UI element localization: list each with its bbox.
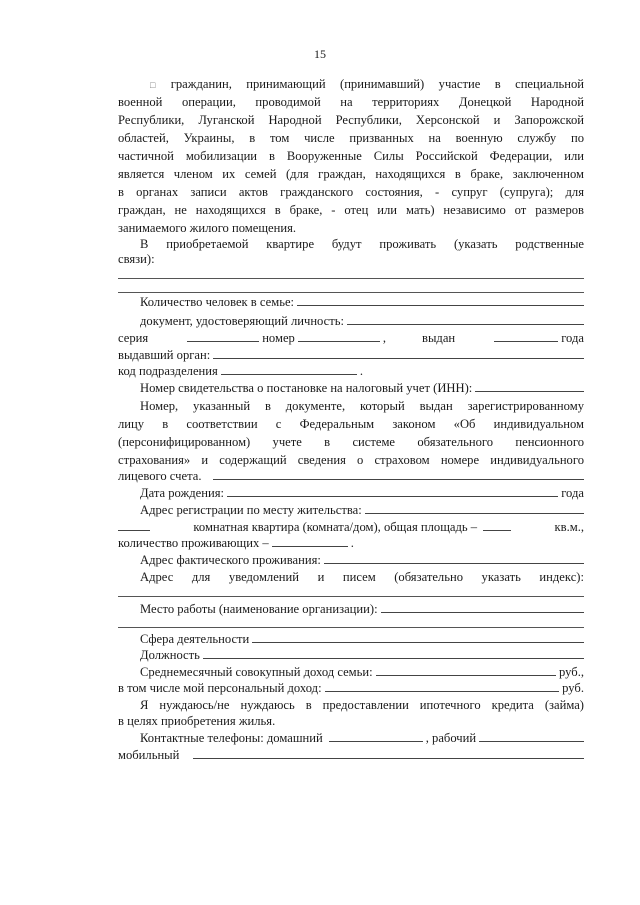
residents-line-2: связи): (118, 252, 155, 266)
residents-count-row: количество проживающих – . (118, 536, 354, 550)
work-field[interactable] (381, 601, 584, 613)
sphere-field[interactable] (252, 631, 584, 643)
family-count-field[interactable] (297, 294, 584, 306)
residents-count-field[interactable] (272, 535, 348, 547)
issuer-label: выдавший орган: (118, 348, 211, 362)
snils-line-3: (персонифицированном) учете в системе обязательного пенсионного (118, 435, 584, 449)
sphere-row (140, 631, 584, 647)
actual-address-field[interactable] (324, 552, 584, 564)
series-field[interactable] (187, 330, 259, 342)
work-label: Место работы (наименование организации): (140, 602, 378, 616)
sqm-label: кв.м., (554, 520, 584, 534)
income-label: Среднемесячный совокупный доход семьи: (140, 665, 373, 679)
income-field[interactable] (376, 664, 556, 676)
income-rub: руб., (559, 665, 584, 679)
inn-row (140, 380, 584, 396)
sphere-label: Сфера деятельности (140, 632, 250, 646)
family-count-label: Количество человек в семье: (140, 295, 295, 309)
snils-field[interactable] (213, 468, 584, 480)
birth-row (140, 485, 584, 501)
series-row: серия номер , выдан года (118, 331, 584, 345)
snils-row (118, 468, 584, 484)
rooms-count-field[interactable] (118, 519, 150, 531)
para1-line-1: □ гражданин, принимающий (принимавший) участие в специальной (150, 77, 585, 91)
para1-line-6: является членом их семей (для граждан, находящихся в браке, заключенном (118, 167, 584, 181)
inn-label: Номер свидетельства о постановке на налоговый учет (ИНН): (140, 381, 473, 395)
residents-field-1[interactable] (118, 277, 584, 279)
work-phone-field[interactable] (479, 730, 584, 742)
position-label: Должность (140, 648, 200, 662)
id-doc-field[interactable] (347, 313, 584, 325)
home-phone-label: Контактные телефоны: домашний (140, 731, 323, 745)
reg-label: Адрес регистрации по месту жительства: (140, 503, 362, 517)
checkbox-mark: □ (150, 80, 167, 90)
rooms-row (118, 519, 584, 535)
snils-line-4: страхования» и содержащий сведения о страховом номере индивидуального (118, 453, 584, 467)
para1-line-4: областей, Украины, в том числе призванных на военную службу по (118, 131, 584, 145)
position-row (140, 647, 584, 663)
work-phone-label: , рабочий (425, 731, 477, 745)
personal-income-field[interactable] (325, 680, 560, 692)
actual-address-label: Адрес фактического проживания: (140, 553, 321, 567)
phones-row (140, 730, 584, 746)
snils-line-1: Номер, указанный в документе, который выдан зарегистрированному (140, 399, 584, 413)
family-count-row (140, 294, 584, 310)
snils-line-2: лицу в соответствии с Федеральным законом «Об индивидуальном (118, 417, 584, 431)
residents-field-2[interactable] (118, 291, 584, 293)
para1-line-8: граждан, не находящихся в браке, - отец или мать) независимо от размеров (118, 203, 584, 217)
series-label: серия (118, 331, 149, 345)
para1-line-3: Республики, Луганской Народной Республики, Херсонской и Запорожской (118, 113, 584, 127)
para1-line-7: в органах записи актов гражданского состояния, - супруг (супруга); для (118, 185, 584, 199)
id-doc-label: документ, удостоверяющий личность: (140, 314, 345, 328)
dept-code-field[interactable] (221, 363, 357, 375)
number-label: номер (262, 331, 295, 345)
rooms-text: комнатная квартира (комната/дом), общая площадь – (193, 520, 478, 534)
birth-field[interactable] (227, 485, 558, 497)
issuer-row (118, 347, 584, 363)
id-doc-row (140, 313, 584, 329)
actual-address-row (140, 552, 584, 568)
issued-label: выдан (422, 331, 456, 345)
notify-address-field[interactable] (118, 595, 584, 597)
personal-income-rub: руб. (562, 681, 584, 695)
reg-row (140, 502, 584, 518)
birth-label: Дата рождения: (140, 486, 224, 500)
para1-line-2: военной операции, проводимой на территориях Донецкой Народной (118, 95, 584, 109)
inn-field[interactable] (475, 380, 584, 392)
para1-line-5: частичной мобилизации в Вооруженные Силы Российской Федерации, или (118, 149, 584, 163)
dept-code-label: код подразделения (118, 364, 218, 378)
mobile-row (118, 747, 584, 763)
mortgage-line-2: в целях приобретения жилья. (118, 714, 276, 728)
birth-year-suffix: года (561, 486, 584, 500)
dept-code-row: код подразделения . (118, 364, 363, 378)
area-field[interactable] (483, 519, 511, 531)
snils-last-label: лицевого счета. (118, 469, 202, 483)
mortgage-line-1: Я нуждаюсь/не нуждаюсь в предоставлении ипотечного кредита (займа) (140, 698, 584, 712)
mobile-field[interactable] (193, 747, 584, 759)
residents-line-1: В приобретаемой квартире будут проживать (указать родственные (140, 237, 584, 251)
personal-income-row (118, 680, 584, 696)
year-suffix: года (561, 331, 584, 345)
work-field-2[interactable] (118, 626, 584, 628)
home-phone-field[interactable] (329, 730, 423, 742)
notify-address-label: Адрес для уведомлений и писем (обязательно указать индекс): (140, 570, 584, 584)
number-field[interactable] (298, 330, 380, 342)
position-field[interactable] (203, 647, 584, 659)
page-number: 15 (314, 47, 326, 61)
income-row (140, 664, 584, 680)
personal-income-label: в том числе мой персональный доход: (118, 681, 322, 695)
issuer-field[interactable] (213, 347, 584, 359)
residents-count-label: количество проживающих – (118, 536, 269, 550)
work-row (140, 601, 584, 617)
mobile-label: мобильный (118, 748, 180, 762)
issued-date-field[interactable] (494, 330, 558, 342)
para1-line-9: занимаемого жилого помещения. (118, 221, 297, 235)
reg-field[interactable] (365, 502, 584, 514)
